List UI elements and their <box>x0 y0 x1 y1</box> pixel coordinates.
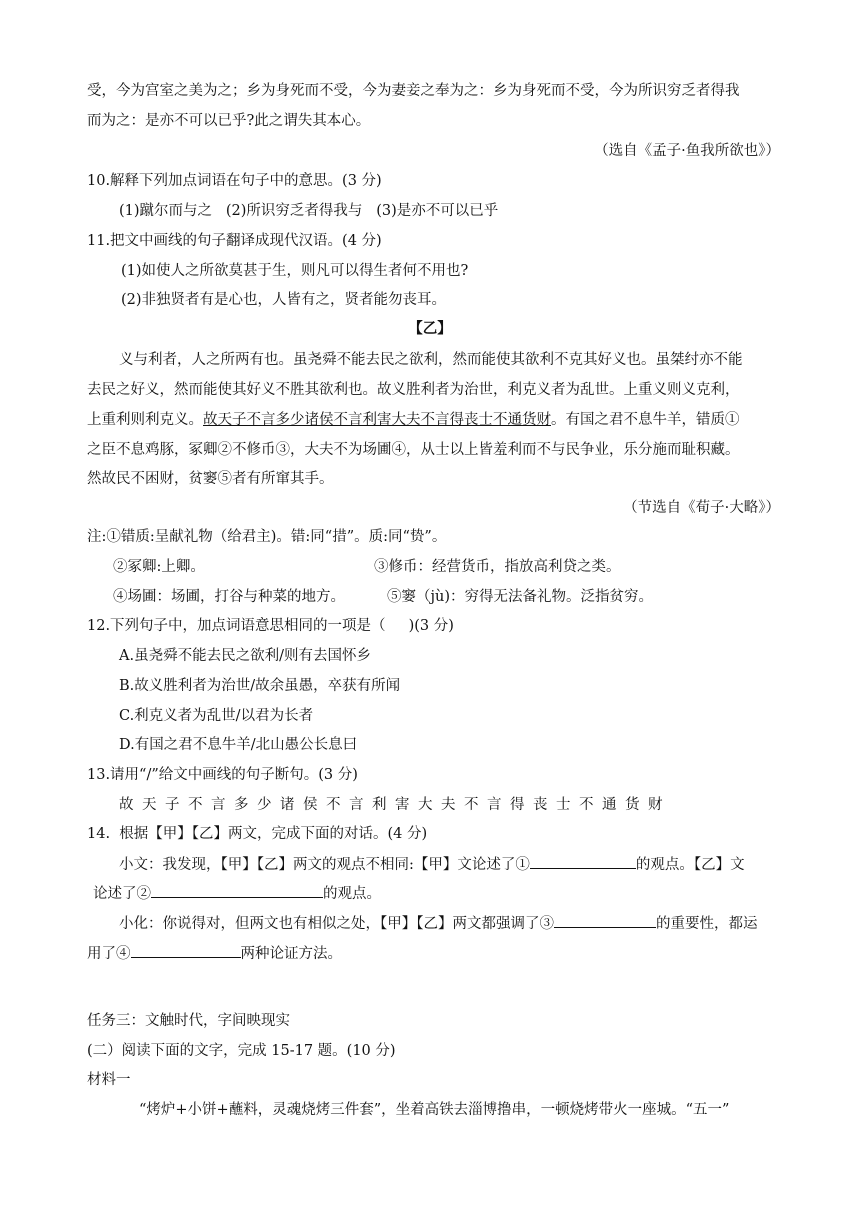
yi-heading: 【乙】 <box>408 320 452 337</box>
q12-stem: 12.下列句子中，加点词语意思相同的一项是（ )(3 分) <box>87 618 454 634</box>
yi-paragraph-line-1: 义与利者，人之所两有也。虽尧舜不能去民之欲利，然而能使其欲利不克其好义也。虽桀纣亦不能 <box>119 352 743 368</box>
q14-l3-tail: 的重要性，都运 <box>656 916 758 932</box>
q11-stem: 11.把文中画线的句子翻译成现代汉语。(4 分) <box>87 233 382 249</box>
underlined-sentence: 故天子不言多少诸侯不言利害大夫不言得丧士不通货财 <box>203 412 551 428</box>
q13-sentence: 故天子不言多少诸侯不言利害大夫不言得丧士不通货财 <box>119 797 671 813</box>
q11-sentence-2: (2)非独贤者有是心也，人皆有之，贤者能勿丧耳。 <box>121 292 447 308</box>
answer-blank-3[interactable] <box>554 912 656 928</box>
yi-paragraph-line-5: 然故民不困财，贫窭⑤者有所窜其手。 <box>87 471 334 487</box>
yi-line3-end: 。有国之君不息牛羊，错质① <box>551 412 740 428</box>
answer-blank-4[interactable] <box>131 942 241 958</box>
section-2-instruction: (二）阅读下面的文字，完成 15-17 题。(10 分) <box>87 1043 396 1059</box>
q14-l1-text: 小文：我发现，【甲】【乙】两文的观点不相同:【甲】文论述了① <box>119 857 530 873</box>
q14-stem: 14. 根据【甲】【乙】两文，完成下面的对话。(4 分) <box>87 826 428 842</box>
jia-source: （选自《孟子·鱼我所欲也》） <box>594 143 780 159</box>
q10-items: (1)蹴尔而与之 (2)所识穷乏者得我与 (3)是亦不可以已乎 <box>119 203 499 219</box>
answer-blank-1[interactable] <box>530 853 636 869</box>
q14-l4-tail: 两种论证方法。 <box>240 946 342 962</box>
q12-option-d: D.有国之君不息牛羊/北山愚公长息曰 <box>119 737 358 753</box>
q12-option-c: C.利克义者为乱世/以君为长者 <box>119 708 314 724</box>
q14-l2-tail: 的观点。 <box>323 886 381 902</box>
q14-dialogue-line-2 <box>93 882 381 904</box>
note-4: ④场圃：场圃，打谷与种菜的地方。 <box>113 589 345 605</box>
q14-dialogue-line-3 <box>119 912 758 934</box>
material-1-paragraph: “烤炉+小饼+蘸料，灵魂烧烤三件套”，坐着高铁去淄博撸串，一顿烧烤带火一座城。“五一” <box>139 1102 730 1118</box>
yi-source: （节选自《荀子·大略》） <box>623 500 780 516</box>
note-1: 注:①错质:呈献礼物（给君主)。错:同“措”。质:同“贽”。 <box>87 529 447 545</box>
note-5: ⑤窭（jù)：穷得无法备礼物。泛指贫穷。 <box>387 589 653 605</box>
q12-option-a: A.虽尧舜不能去民之欲利/则有去国怀乡 <box>119 648 371 664</box>
jia-tail-line-1: 受，今为宫室之美为之；乡为身死而不受，今为妻妾之奉为之：乡为身死而不受，今为所识穷乏者得我 <box>87 83 740 99</box>
answer-blank-2[interactable] <box>151 882 323 898</box>
q14-l1-tail: 的观点。【乙】文 <box>635 857 745 873</box>
task3-title: 任务三：文触时代，字间映现实 <box>87 1013 290 1029</box>
yi-line3-start: 上重利则利克义。 <box>87 412 203 428</box>
yi-paragraph-line-4: 之臣不息鸡豚，冢卿②不修币③，大夫不为场圃④，从士以上皆羞利而不与民争业，乐分施而耻积藏。 <box>87 442 740 458</box>
q14-l4-text: 用了④ <box>87 946 131 962</box>
q14-dialogue-line-1 <box>119 853 745 875</box>
q12-option-b: B.故义胜利者为治世/故余虽愚，卒获有所闻 <box>119 678 401 694</box>
q13-stem: 13.请用“/”给文中画线的句子断句。(3 分) <box>87 767 358 783</box>
note-2: ②冢卿:上卿。 <box>113 559 205 575</box>
material-1-label: 材料一 <box>87 1072 131 1088</box>
note-3: ③修币：经营货币，指放高利贷之类。 <box>374 559 621 575</box>
jia-tail-line-2: 而为之：是亦不可以已乎?此之谓失其本心。 <box>87 113 371 129</box>
yi-paragraph-line-3 <box>87 410 740 430</box>
q10-stem: 10.解释下列加点词语在句子中的意思。(3 分) <box>87 173 382 189</box>
q14-l3-text: 小化：你说得对，但两文也有相似之处，【甲】【乙】两文都强调了③ <box>119 916 554 932</box>
q11-sentence-1: (1)如使人之所欲莫甚于生，则凡可以得生者何不用也? <box>121 263 469 279</box>
q14-dialogue-line-4 <box>87 942 342 964</box>
q14-l2-text: 论述了② <box>93 886 151 902</box>
yi-paragraph-line-2: 去民之好义，然而能使其好义不胜其欲利也。故义胜利者为治世，利克义者为乱世。上重义则义克利， <box>87 382 740 398</box>
